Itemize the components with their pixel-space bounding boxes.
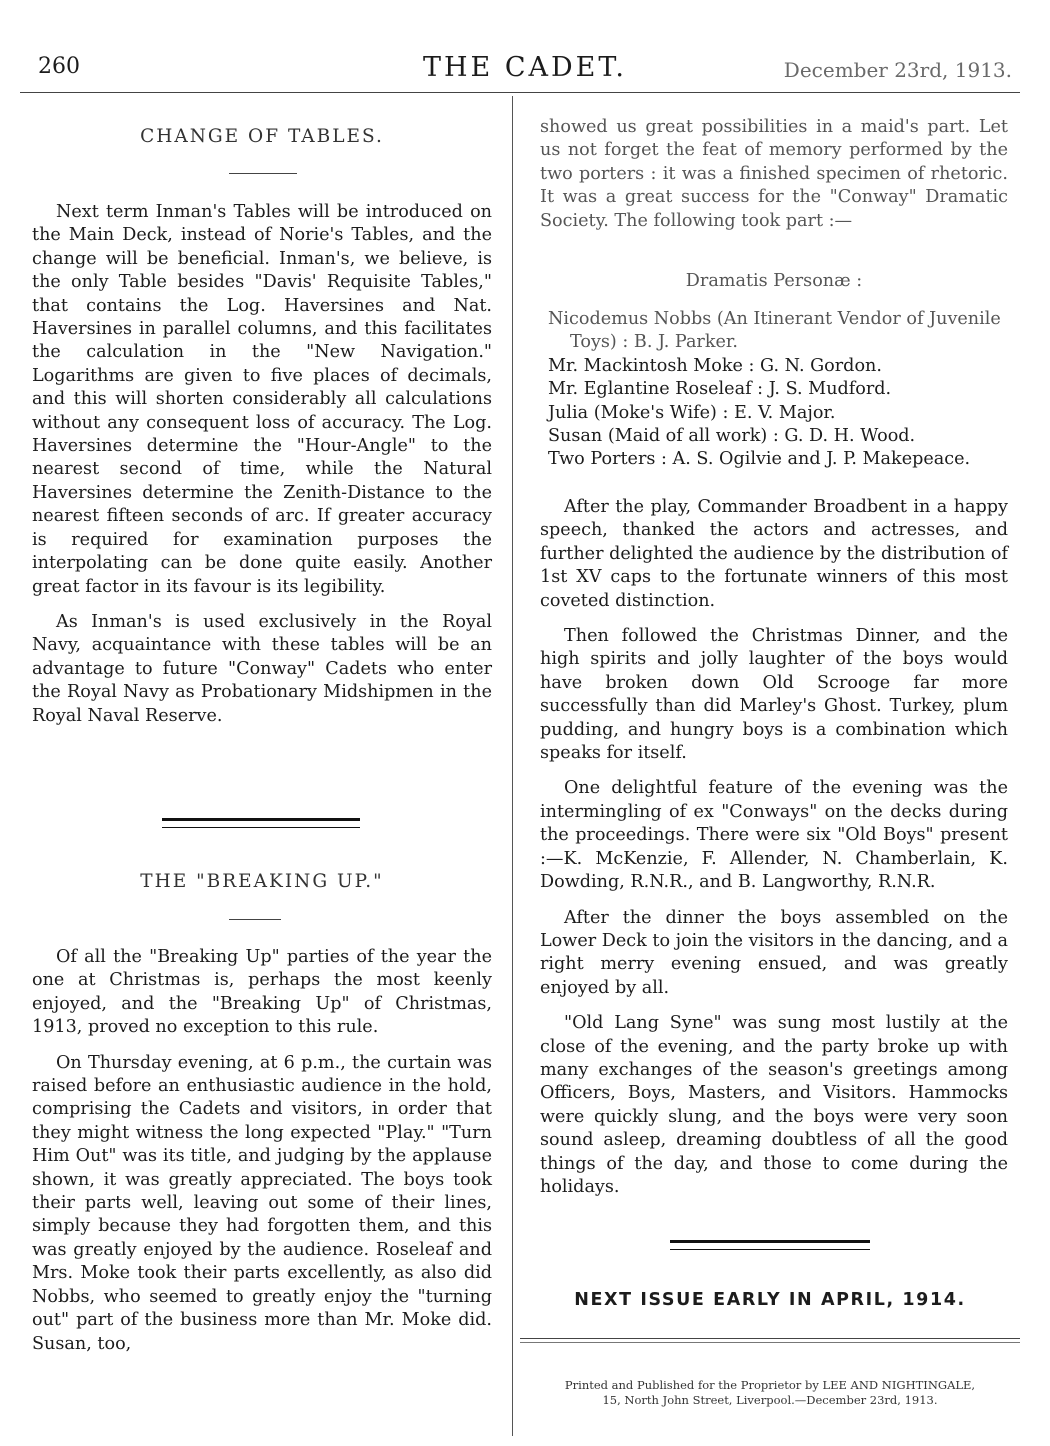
section-divider [670,1240,870,1250]
breaking-up-article [32,946,492,1356]
header-rule [20,92,1020,93]
issue-date: December 23rd, 1913. [783,58,1012,82]
cast-item: Nicodemus Nobbs (An Itinerant Vendor of Juvenile Toys) : B. J. Parker. [548,309,1001,353]
cast-item: Mr. Mackintosh Moke : G. N. Gordon. [548,355,882,376]
article-paragraph: As Inman's is used exclusively in the Royal Navy, acquaintance with these tables will be an advantage to future "Conway" Cadets who enter the Royal Navy as Probationary Midshipmen in the Royal Naval Reserve. [32,611,492,726]
imprint-line: 15, North John Street, Liverpool.—December 23rd, 1913. [602,1393,938,1407]
change-of-tables-title: CHANGE OF TABLES. [140,126,384,147]
cast-item: Susan (Maid of all work) : G. D. H. Wood. [548,426,916,447]
cast-item: Mr. Eglantine Roseleaf : J. S. Mudford. [548,379,892,400]
footer-rule [520,1338,1020,1339]
publication-title: THE CADET. [423,52,627,83]
article-paragraph: Then followed the Christmas Dinner, and the high spirits and jolly laughter of the boys would have broken down Old Scrooge far more successfully than did Marley's Ghost. Turkey, plum pudding, and hungry boys is a combination which speaks for itself. [540,626,1008,764]
printer-imprint [520,1378,1020,1408]
title-rule [229,173,297,174]
article-paragraph: showed us great possibilities in a maid's part. Let us not forget the feat of memory performed by the two porters : it was a finished specimen of rhetoric. It was a great success for the "Conway" Dramatic Society. The following took part :— [540,117,1008,231]
cast-item: Two Porters : A. S. Ogilvie and J. P. Makepeace. [548,449,971,470]
article-paragraph: Next term Inman's Tables will be introduced on the Main Deck, instead of Norie's Tables, and the change will be beneficial. Inman's, we believe, is the only Table besides "Davis' Requisite Tables," that contains the Log. Haversines and Nat. Haversines in parallel columns, and this facilitates the calculation in the "New Navigation." Logarithms are given to five places of decimals, and this will shorten considerably all calculations without any consequent loss of accuracy. The Log. Haversines determine the "Hour-Angle" to the nearest second of time, while the Natural Haversines determine the Zenith-Distance to the nearest fifteen seconds of arc. If greater accuracy is required for examination purposes the interpolating can be done quite easily. Another great factor in its favour is its legibility. [32,202,492,597]
column-divider [512,96,513,1436]
breaking-up-title: THE "BREAKING UP." [140,871,384,892]
change-of-tables-article [32,201,492,728]
title-rule [229,919,281,920]
cast-item: Julia (Moke's Wife) : E. V. Major. [548,402,836,423]
breaking-up-continuation [540,116,1008,249]
article-paragraph: After the play, Commander Broadbent in a happy speech, thanked the actors and actresses, and further delighted the audience by the distribution of 1st XV caps to the fortunate winners of this most coveted distinction. [540,497,1008,611]
article-paragraph: Of all the "Breaking Up" parties of the year the one at Christmas is, perhaps the most keenly enjoyed, and the "Breaking Up" of Christmas, 1913, proved no exception to this rule. [32,947,492,1038]
next-issue-notice: NEXT ISSUE EARLY IN APRIL, 1914. [574,1290,966,1310]
article-paragraph: One delightful feature of the evening was the intermingling of ex "Conways" on the decks during the proceedings. There were six "Old Boys" present :—K. McKenzie, F. Allender, N. Chamberlain, K. Dowding, R.N.R., and B. Langworthy, R.N.R. [540,778,1008,893]
article-paragraph: "Old Lang Syne" was sung most lustily at the close of the evening, and the party broke up with many exchanges of the season's greetings among Officers, Boys, Masters, and Visitors. Hammocks were quickly slung, and the boys were very soon sound asleep, dreaming doubtless of all the good things of the day, and those to come during the holidays. [540,1013,1008,1197]
running-header [30,52,1020,92]
imprint-line: Printed and Published for the Proprietor by LEE AND NIGHTINGALE, [564,1378,976,1392]
article-paragraph: After the dinner the boys assembled on the Lower Deck to join the visitors in the dancing, and a right merry evening ensued, and was greatly enjoyed by all. [540,907,1009,998]
section-divider [162,818,360,828]
article-paragraph: On Thursday evening, at 6 p.m., the curtain was raised before an enthusiastic audience in the hold, comprising the Cadets and visitors, in order that they might witness the long expected "Play." "Turn Him Out" was its title, and judging by the applause shown, it was greatly appreciated. The boys took their parts well, leaving out some of their lines, simply because they had forgotten them, and this was greatly enjoyed by the audience. Roseleaf and Mrs. Moke took their parts excellently, as also did Nobbs, who seemed to greatly enjoy the "turning out" part of the business more than Mr. Moke did. Susan, too, [32,1052,492,1354]
page-number: 260 [38,54,80,79]
cast-list [548,308,1018,472]
dramatis-personae-heading: Dramatis Personæ : [685,271,863,291]
footer-rule [520,1342,1020,1343]
breaking-up-after-play [540,496,1008,1199]
